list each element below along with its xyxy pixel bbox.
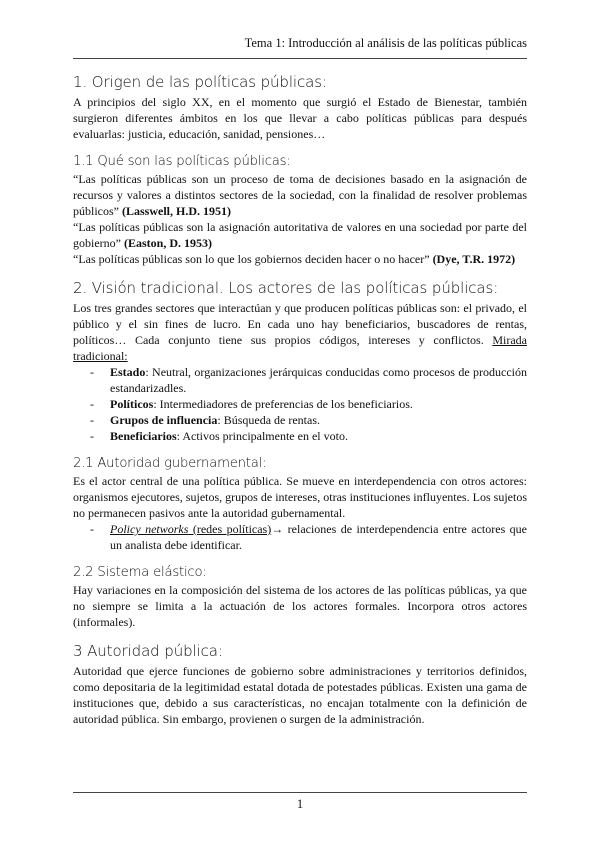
footer-divider — [73, 792, 527, 793]
subsection-heading: 1.1 Qué son las políticas públicas: — [73, 154, 291, 169]
item-text: : Búsqueda de rentas. — [217, 413, 320, 427]
item-text: : Intermediadores de preferencias de los beneficiarios. — [153, 397, 413, 411]
header-divider — [73, 58, 527, 59]
item-italic: Policy networks — [110, 522, 189, 536]
document-body — [73, 73, 527, 739]
section-autoridad-publica — [73, 642, 527, 727]
quote-author: (Easton, D. 1953) — [123, 236, 212, 250]
paragraph: A principios del siglo XX, en el momento que surgió el Estado de Bienestar, también surgieron diferentes ámbitos en los que llevar a cabo políticas públicas para después evaluarlas: justicia, educación, sanidad, pensiones… — [73, 95, 527, 141]
quote-author: (Dye, T.R. 1972) — [432, 252, 516, 266]
section-origen — [73, 73, 527, 142]
network-list — [73, 521, 527, 553]
quote-text: “Las políticas públicas son la asignación autoritativa de valores en una sociedad por parte del gobierno” — [73, 220, 527, 250]
quote-text: “Las políticas públicas son un proceso de toma de decisiones basado en la asignación de recursos y valores a distintos sectores de la sociedad, con la finalidad de resolver problemas públicos” — [73, 172, 527, 218]
item-text: : Neutral, organizaciones jerárquicas conducidas como procesos de producción estandarizadles. — [110, 365, 527, 395]
item-underlined: (redes políticas) — [188, 522, 272, 536]
section-autoridad-gubernamental — [73, 456, 527, 553]
quote-dye — [73, 251, 527, 267]
item-term: Beneficiarios — [110, 429, 177, 443]
item-text: → relaciones de interdependencia entre actores que un analista debe identificar. — [110, 522, 527, 552]
paragraph-text: Los tres grandes sectores que interactúan y que producen políticas públicas son: el privado, el público y el sin fines de lucro. En cada uno hay beneficiarios, buscadores de rentas, políticos… Cada conjunto tiene sus propios códigos, intereses y conflictos. — [73, 301, 527, 347]
underlined-label: Mirada tradicional: — [73, 333, 527, 363]
running-header: Tema 1: Introducción al análisis de las políticas públicas — [244, 36, 527, 50]
section-heading: 1. Origen de las políticas públicas: — [73, 73, 327, 91]
item-term: Grupos de influencia — [110, 413, 218, 427]
section-vision-tradicional — [73, 279, 527, 444]
paragraph — [73, 300, 527, 364]
item-term: Políticos — [110, 397, 154, 411]
actor-list — [73, 364, 527, 444]
list-item — [90, 428, 527, 444]
quote-author: (Lasswell, H.D. 1951) — [122, 204, 231, 218]
list-item — [90, 412, 527, 428]
section-que-son — [73, 154, 527, 267]
item-text: : Activos principalmente en el voto. — [176, 429, 348, 443]
list-item — [90, 364, 527, 396]
section-sistema-elastico — [73, 565, 527, 630]
quote-easton — [73, 219, 527, 251]
list-item — [90, 396, 527, 412]
paragraph: Hay variaciones en la composición del sistema de los actores de las políticas públicas, ya que no siempre se limita a la actuación de los actores formales. Incorpora otros actores (informales). — [73, 583, 527, 629]
list-item — [90, 521, 527, 553]
page-number: 1 — [296, 797, 304, 811]
paragraph: Autoridad que ejerce funciones de gobierno sobre administraciones y territorios definidos, como depositaria de la legitimidad estatal dotada de potestades públicas. Existen una gama de instituciones que, debido a sus características, no encajan totalmente con la definición de autoridad pública. Sin embargo, provienen o surgen de la administración. — [73, 664, 527, 726]
paragraph: Es el actor central de una política pública. Se mueve en interdependencia con otros actores: organismos ejecutores, sujetos, grupos de intereses, otras instituciones influyentes. Los sujetos no permanecen pasivos ante la autoridad gubernamental. — [73, 474, 527, 520]
subsection-heading: 2.1 Autoridad gubernamental: — [73, 456, 267, 471]
section-heading: 3 Autoridad pública: — [73, 642, 223, 660]
section-heading: 2. Visión tradicional. Los actores de las políticas públicas: — [73, 279, 499, 297]
subsection-heading: 2.2 Sistema elástico: — [73, 565, 207, 580]
quote-lasswell — [73, 171, 527, 219]
quote-text: “Las políticas públicas son lo que los gobiernos deciden hacer o no hacer” — [73, 252, 430, 266]
item-term: Estado — [110, 365, 146, 379]
